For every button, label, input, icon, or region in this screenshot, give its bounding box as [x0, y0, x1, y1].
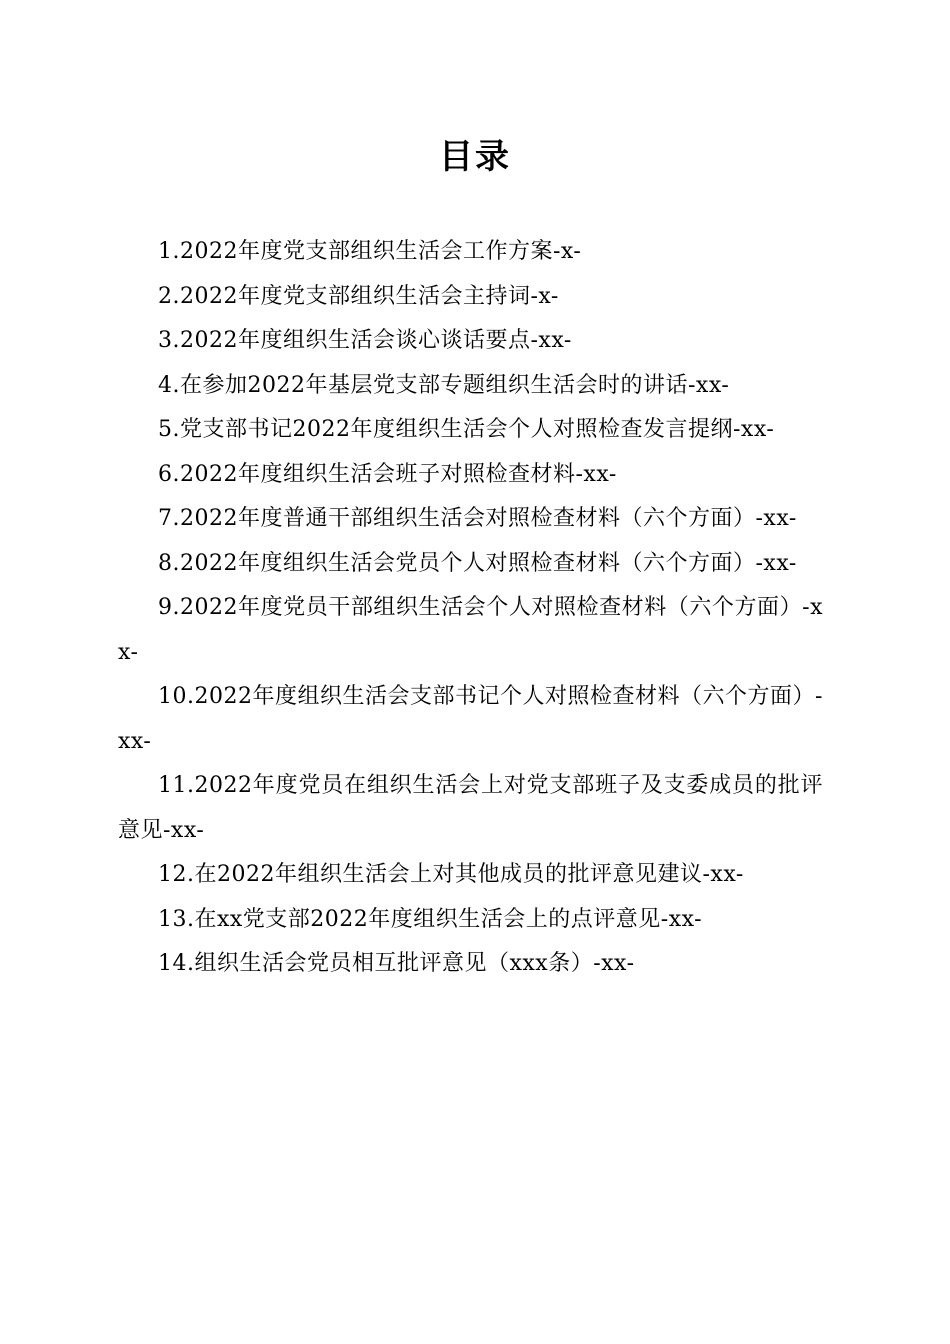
toc-item-4: 4.在参加2022年基层党支部专题组织生活会时的讲话-xx-: [158, 372, 730, 398]
page-title: 目录: [439, 137, 511, 177]
toc-item-14: 14.组织生活会党员相互批评意见（xxx条）-xx-: [158, 951, 635, 976]
toc-item-1: 1.2022年度党支部组织生活会工作方案-x-: [158, 239, 582, 264]
toc-item-8: 8.2022年度组织生活会党员个人对照检查材料（六个方面）-xx-: [158, 550, 797, 576]
toc-item-13: 13.在xx党支部2022年度组织生活会上的点评意见-xx-: [158, 906, 703, 932]
toc-item-12: 12.在2022年组织生活会上对其他成员的批评意见建议-xx-: [158, 862, 744, 887]
table-of-contents: [118, 230, 823, 987]
toc-item-2: 2.2022年度党支部组织生活会主持词-x-: [158, 283, 559, 309]
toc-item-3: 3.2022年度组织生活会谈心谈话要点-xx-: [158, 328, 572, 353]
toc-item-7: 7.2022年度普通干部组织生活会对照检查材料（六个方面）-xx-: [158, 506, 797, 531]
toc-item-6: 6.2022年度组织生活会班子对照检查材料-xx-: [158, 461, 617, 487]
toc-item-9: 9.2022年度党员干部组织生活会个人对照检查材料（六个方面）-xx-: [118, 595, 823, 665]
toc-item-5: 5.党支部书记2022年度组织生活会个人对照检查发言提纲-xx-: [158, 417, 775, 442]
toc-item-11: 11.2022年度党员在组织生活会上对党支部班子及支委成员的批评意见-xx-: [118, 773, 823, 843]
toc-item-10: 10.2022年度组织生活会支部书记个人对照检查材料（六个方面）-xx-: [118, 684, 823, 754]
